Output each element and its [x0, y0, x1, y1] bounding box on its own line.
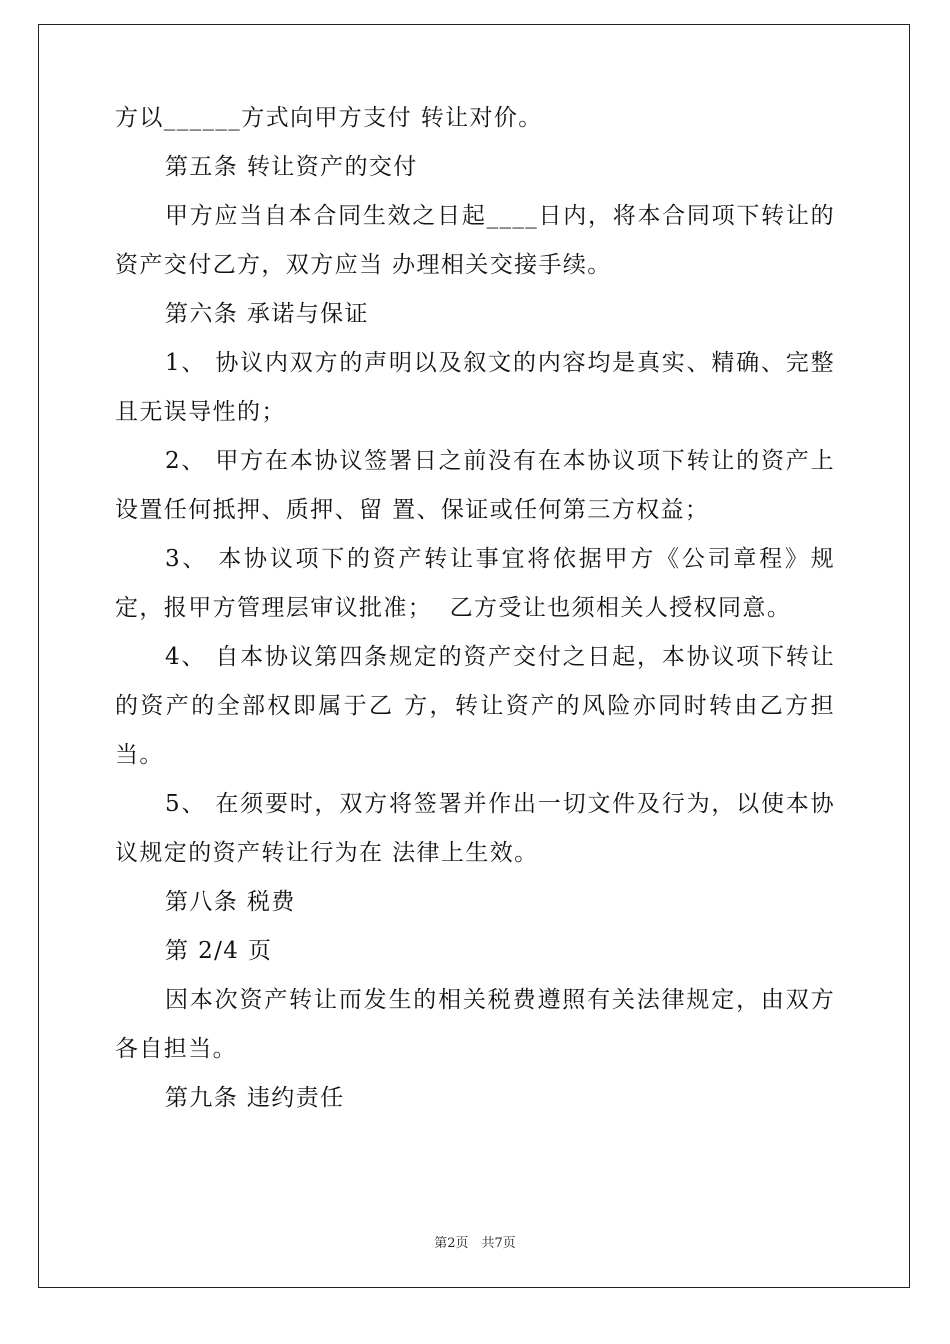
- page-footer: 第2页 共7页: [434, 1236, 516, 1251]
- paragraph-clause-4: 4、 自本协议第四条规定的资产交付之日起，本协议项下转让的资产的全部权即属于乙 方，转让资产的风险亦同时转由乙方担当。: [115, 644, 835, 768]
- heading-article-6: 第六条 承诺与保证: [165, 301, 369, 327]
- heading-article-8: 第八条 税费: [165, 889, 296, 915]
- inline-page-marker: 第 2/4 页: [165, 938, 273, 964]
- paragraph-payment: 方以______方式向甲方支付 转让对价。: [115, 105, 543, 131]
- heading-article-5: 第五条 转让资产的交付: [165, 154, 418, 180]
- heading-article-9: 第九条 违约责任: [165, 1085, 345, 1111]
- paragraph-delivery: 甲方应当自本合同生效之日起____日内，将本合同项下转让的资产交付乙方，双方应当 办理相关交接手续。: [115, 203, 835, 278]
- paragraph-clause-1: 1、 协议内双方的声明以及叙文的内容均是真实、精确、完整且无误导性的；: [115, 350, 835, 425]
- paragraph-taxes: 因本次资产转让而发生的相关税费遵照有关法律规定，由双方各自担当。: [115, 987, 835, 1062]
- document-body: [115, 94, 835, 1123]
- paragraph-clause-5: 5、 在须要时，双方将签署并作出一切文件及行为，以使本协议规定的资产转让行为在 法律上生效。: [115, 791, 835, 866]
- paragraph-clause-2: 2、 甲方在本协议签署日之前没有在本协议项下转让的资产上设置任何抵押、质押、留 置、保证或任何第三方权益；: [115, 448, 835, 523]
- paragraph-clause-3: 3、 本协议项下的资产转让事宜将依据甲方《公司章程》规定，报甲方管理层审议批准； 乙方受让也须相关人授权同意。: [115, 546, 835, 621]
